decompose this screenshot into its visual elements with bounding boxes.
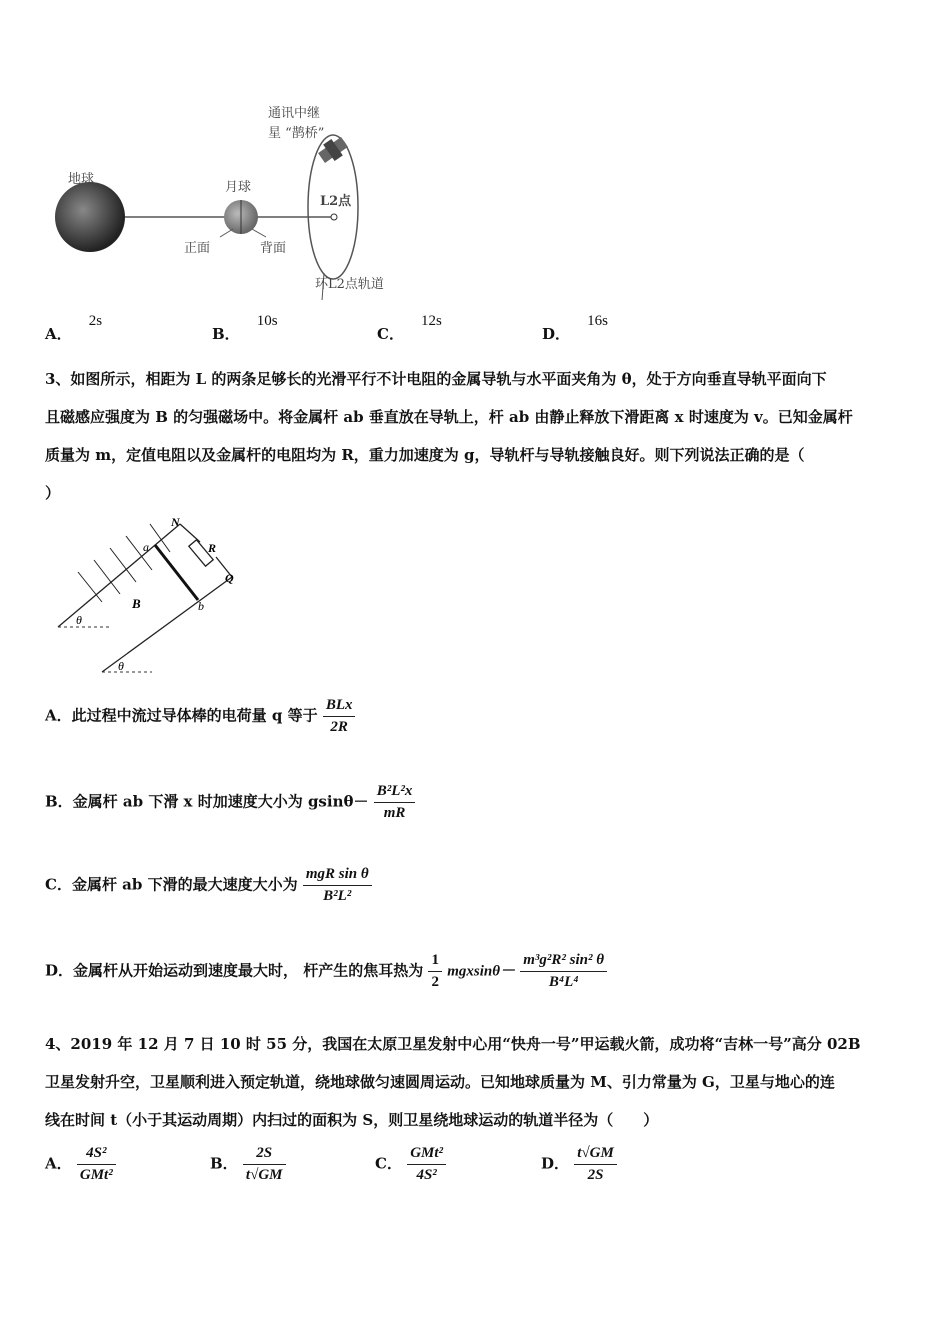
back-label: 背面 <box>260 241 287 256</box>
fraction: $\frac{2S}{t√GM}$ <box>243 1145 286 1184</box>
fraction-half: $\frac{1}{2}$ <box>428 952 442 991</box>
q4-option-b[interactable]: B． $\frac{2S}{t√GM}$ <box>210 1145 286 1184</box>
fraction: $\frac{\text{4S²}}{\text{GMt²}}$ <box>77 1145 116 1184</box>
q3-option-d[interactable]: D．金属杆从开始运动到速度最大时， 杆产生的焦耳热为 $\frac{1}{2}$ mgxsinθ－ $\frac{\text{m³g²R² sin² θ}}{\text{B⁴L⁴}}$ <box>45 952 607 991</box>
front-label: 正面 <box>184 241 211 256</box>
inclined-rails-figure <box>50 512 250 682</box>
label-theta-2: θ <box>118 659 124 673</box>
q4-stem: 4、2019 年 12 月 7 日 10 时 55 分，我国在太原卫星发射中心用“快舟一号”甲运载火箭，成功将“吉林一号”高分 02B 卫星发射升空，卫星顺利进入预定轨道，绕地球做匀速圆周运动。已知地球质量为 M、引力常量为 G，卫星与地心的连 线在时间 t（小于其运动周期）内扫过的面积为 S，则卫星绕地球运动的轨道半径为（ ） <box>45 1035 861 1129</box>
label-field-b: B <box>132 596 141 611</box>
earth-label: 地球 <box>68 172 95 187</box>
fraction: $\frac{t√GM}{2S}$ <box>574 1145 617 1184</box>
magnetic-field-arrows <box>78 524 170 602</box>
moon-label: 月球 <box>225 180 252 195</box>
label-r: R <box>208 541 217 555</box>
label-b: b <box>198 599 204 613</box>
q2-option-d[interactable]: D． 16s <box>542 313 608 343</box>
earth-moon-l2-figure <box>40 95 420 300</box>
fraction: $\frac{\text{BLx}}{2R}$ <box>323 697 356 736</box>
fraction: $\frac{\text{B²L²x}}{mR}$ <box>374 783 416 822</box>
label-q: Q <box>225 571 234 585</box>
fraction: $\frac{\text{GMt²}}{\text{4S²}}$ <box>407 1145 446 1184</box>
rod-ab <box>155 545 198 600</box>
q3-option-a[interactable]: A．此过程中流过导体棒的电荷量 q 等于 $\frac{\text{BLx}}{2R}$ <box>45 697 355 736</box>
orbit-label: 环L2点轨道 <box>315 277 384 292</box>
q2-option-a[interactable]: A． 2s <box>45 313 103 343</box>
q3-option-c[interactable]: C．金属杆 ab 下滑的最大速度大小为 $\frac{\text{mgR sin θ}}{\text{B²L²}}$ <box>45 866 372 905</box>
q2-option-c[interactable]: C． 12s <box>377 313 442 343</box>
q2-option-b[interactable]: B． 10s <box>212 313 278 343</box>
l2-label: L2点 <box>320 194 352 209</box>
relay-label-1: 通讯中继 <box>268 106 321 121</box>
label-n: N <box>171 515 180 529</box>
fraction: $\frac{\text{mgR sin θ}}{\text{B²L²}}$ <box>303 866 372 905</box>
earth-icon <box>55 182 125 252</box>
label-a: a <box>143 540 149 554</box>
q4-option-c[interactable]: C． $\frac{\text{GMt²}}{\text{4S²}}$ <box>375 1145 446 1184</box>
label-theta-1: θ <box>76 613 82 627</box>
q4-option-d[interactable]: D． $\frac{t√GM}{2S}$ <box>541 1145 617 1184</box>
q3-stem: 3、如图所示，相距为 L 的两条足够长的光滑平行不计电阻的金属导轨与水平面夹角为 θ，处于方向垂直导轨平面向下 且磁感应强度为 B 的匀强磁场中。将金属杆 ab 垂直放在导轨上，杆 ab 由静止释放下滑距离 x 时速度为 v。已知金属杆 质量为 m，定值电阻以及金属杆的电阻均为 R，重力加速度为 g，导轨杆与导轨接触良好。则下列说法正确的是（ ） <box>45 370 853 502</box>
q4-option-a[interactable]: A． $\frac{\text{4S²}}{\text{GMt²}}$ <box>45 1145 116 1184</box>
fraction: $\frac{\text{m³g²R² sin² θ}}{\text{B⁴L⁴}}$ <box>520 952 607 991</box>
relay-label-2: 星 “鹊桥” <box>268 126 325 141</box>
q3-option-b[interactable]: B．金属杆 ab 下滑 x 时加速度大小为 gsinθ－ $\frac{\text{B²L²x}}{mR}$ <box>45 783 415 822</box>
